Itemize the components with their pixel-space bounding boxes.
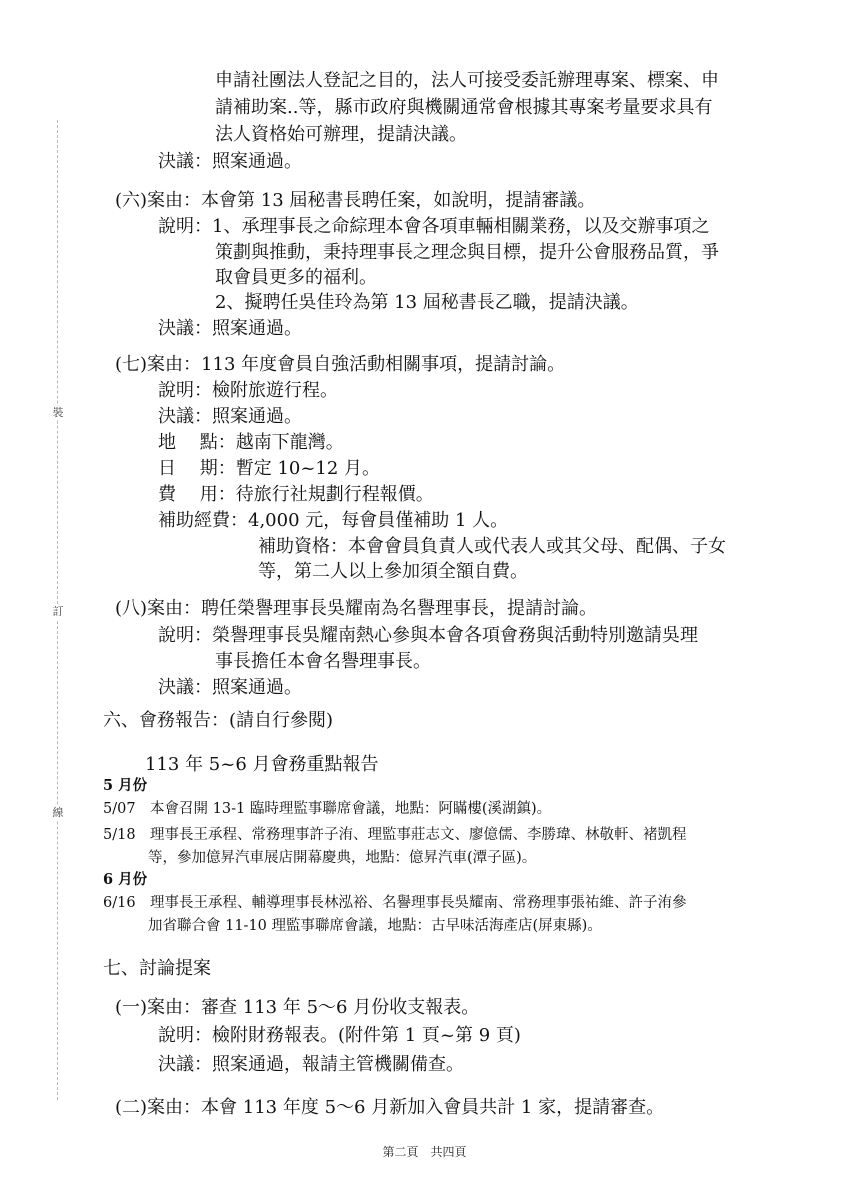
report-item: 5/07 本會召開 13-1 臨時理監事聯席會議，地點：阿瞞樓(溪湖鎮)。 [103,801,552,817]
proposal-2-line: (二)案由：本會 113 年度 5～6 月新加入會員共計 1 家，提請審查。 [115,1097,665,1118]
binding-char-zhuang: 裝 [52,406,64,419]
motion-7-line: (七)案由：113 年度會員自強活動相關事項，提請討論。 [115,354,566,375]
proposal-1-line: (一)案由：審查 113 年 5～6 月份收支報表。 [115,997,480,1018]
text-line: 申請社團法人登記之目的，法人可接受委託辦理專案、標案、申 [215,70,719,91]
page-footer: 第二頁 共四頁 [382,1145,467,1159]
eligibility-line: 補助資格：本會會員負責人或代表人或其父母、配偶、子女 [258,536,726,557]
text-line: 請補助案..等，縣市政府與機關通常會根據其專案考量要求具有 [215,97,713,118]
text-line: 2、擬聘任吳佳玲為第 13 屆秘書長乙職，提請決議。 [215,292,639,313]
text-line: 事長擔任本會名譽理事長。 [215,651,431,672]
report-item: 6/16 理事長王承程、輔導理事長林泓裕、名譽理事長吳耀南、常務理事張祐維、許子洧參 [103,895,687,911]
binding-char-xian: 線 [52,806,64,819]
report-june-heading: 6 月份 [103,871,148,888]
text-line: 策劃與推動，秉持理事長之理念與目標，提升公會服務品質，爭 [215,242,719,263]
report-title: 113 年 5~6 月會務重點報告 [145,754,379,775]
explanation-line: 說明：1、承理事長之命綜理本會各項車輛相關業務，以及交辦事項之 [158,216,710,237]
binding-char-ding: 訂 [52,605,64,618]
cost-line: 費 用：待旅行社規劃行程報價。 [158,484,434,505]
section-6-heading: 六、會務報告：(請自行參閱) [103,710,334,731]
report-may-heading: 5 月份 [103,777,148,794]
report-item-cont: 加省聯合會 11-10 理監事聯席會議，地點：古早味活海產店(屏東縣)。 [148,918,602,934]
resolution-line: 決議：照案通過。 [158,406,302,427]
resolution-line: 決議：照案通過。 [158,318,302,339]
report-item-cont: 等，參加億昇汽車展店開幕慶典，地點：億昇汽車(潭子區)。 [148,850,537,866]
text-line: 取會員更多的福利。 [215,267,377,288]
resolution-line: 決議：照案通過。 [158,677,302,698]
location-line: 地 點：越南下龍灣。 [158,432,344,453]
motion-8-line: (八)案由：聘任榮譽理事長吳耀南為名譽理事長，提請討論。 [115,598,598,619]
report-item: 5/18 理事長王承程、常務理事許子洧、理監事莊志文、廖億儒、李勝瑋、林敬軒、褚凱程 [103,827,687,843]
resolution-line: 決議：照案通過，報請主管機關備查。 [158,1054,464,1075]
explanation-line: 說明：檢附財務報表。(附件第 1 頁~第 9 頁) [158,1025,521,1046]
resolution-line: 決議：照案通過。 [158,151,302,172]
text-line: 等，第二人以上參加須全額自費。 [258,561,528,582]
text-line: 法人資格始可辦理，提請決議。 [215,124,467,145]
subsidy-line: 補助經費：4,000 元，每會員僅補助 1 人。 [158,510,509,531]
explanation-line: 說明：榮譽理事長吳耀南熱心參與本會各項會務與活動特別邀請吳理 [158,625,698,646]
explanation-line: 說明：檢附旅遊行程。 [158,380,338,401]
motion-6-line: (六)案由：本會第 13 屆秘書長聘任案，如說明，提請審議。 [115,190,596,211]
section-7-heading: 七、討論提案 [103,958,211,979]
date-line: 日 期：暫定 10~12 月。 [158,458,381,479]
